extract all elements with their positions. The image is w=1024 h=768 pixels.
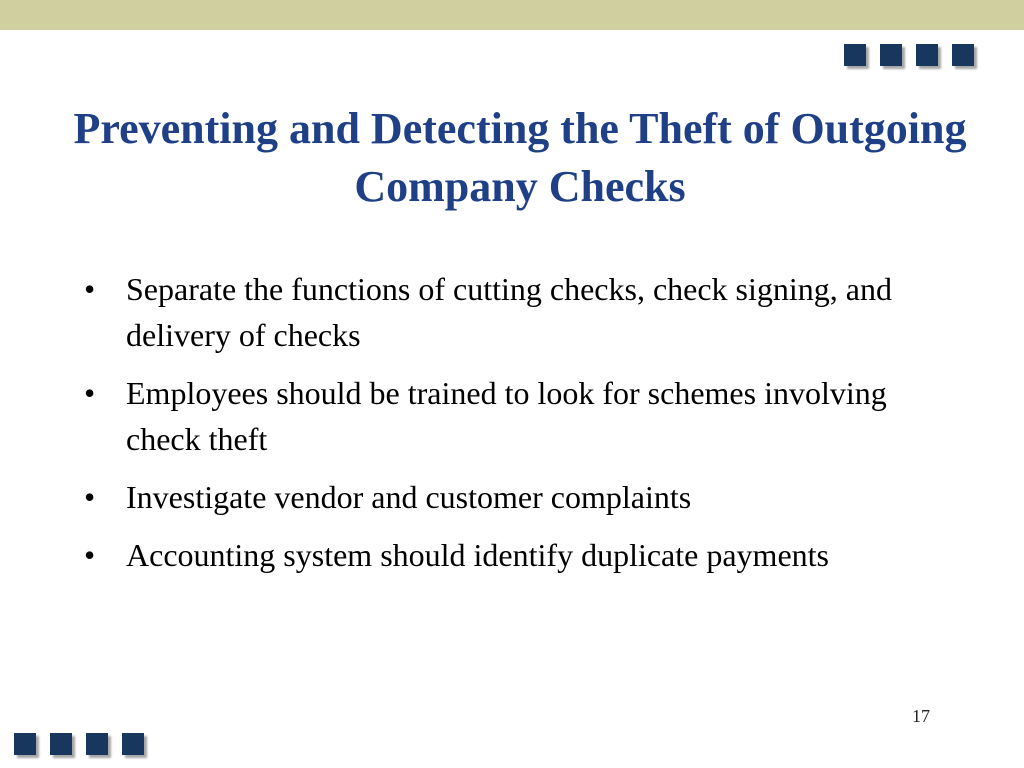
- bullet-item: [84, 266, 944, 358]
- square-icon: [122, 733, 144, 755]
- square-icon: [86, 733, 108, 755]
- bullet-text: Accounting system should identify duplicate payments: [126, 537, 829, 573]
- bullet-text: Separate the functions of cutting checks, check signing, and delivery of checks: [126, 271, 892, 353]
- square-icon: [50, 733, 72, 755]
- square-icon: [844, 44, 866, 66]
- bullet-text: Employees should be trained to look for schemes involving check theft: [126, 375, 887, 457]
- square-icon: [952, 44, 974, 66]
- bullet-list: [84, 266, 944, 590]
- bottom-left-square-decoration: [14, 733, 144, 755]
- bullet-text: Investigate vendor and customer complaints: [126, 479, 692, 515]
- bullet-icon: •: [84, 479, 96, 515]
- square-icon: [880, 44, 902, 66]
- square-icon: [14, 733, 36, 755]
- square-icon: [916, 44, 938, 66]
- bullet-icon: •: [84, 375, 96, 411]
- slide-title: Preventing and Detecting the Theft of Outgoing Company Checks: [73, 104, 967, 211]
- bullet-item: [84, 474, 944, 520]
- bullet-item: [84, 532, 944, 578]
- page-number: 17: [912, 706, 930, 726]
- bullet-icon: •: [84, 271, 96, 307]
- top-right-square-decoration: [844, 44, 974, 66]
- bullet-icon: •: [84, 537, 96, 573]
- top-accent-band: [0, 0, 1024, 30]
- bullet-item: [84, 370, 944, 462]
